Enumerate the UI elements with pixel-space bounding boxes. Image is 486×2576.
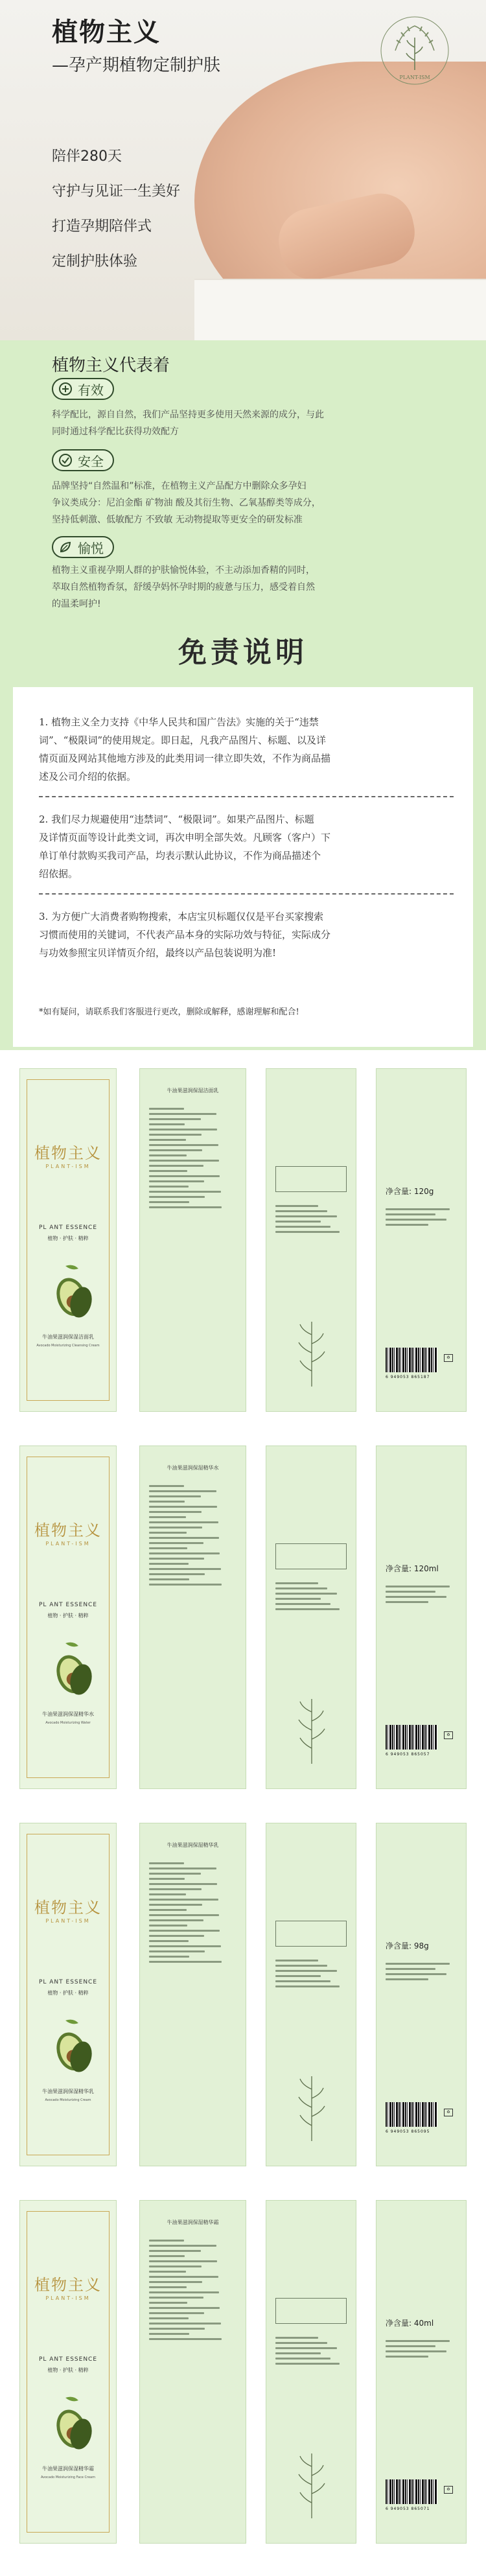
package-side-panel — [266, 1068, 356, 1412]
info-text-line — [149, 2240, 184, 2242]
company-text-block — [386, 2340, 457, 2361]
product-name-cn: 牛油果滋润保湿精华水 — [42, 1711, 94, 1717]
info-text-line — [149, 1139, 186, 1141]
disclaimer-section — [0, 616, 486, 1050]
package-front-panel — [19, 2200, 117, 2544]
info-text-line — [275, 1598, 321, 1600]
product-name-en: Avocado Moisturizing Cream — [45, 2098, 91, 2102]
info-text-line — [149, 2271, 186, 2273]
info-text-line — [275, 1231, 340, 1233]
info-text-line — [149, 2297, 203, 2299]
description-line: 植物主义重视孕期人群的护肤愉悦体验，不主动添加香精的同时， — [52, 565, 315, 576]
info-text-line — [149, 2245, 216, 2247]
info-text-line — [149, 1868, 216, 1869]
essence-en: PL ANT ESSENCE — [38, 1602, 98, 1608]
info-text-line — [149, 1160, 219, 1162]
hero-subtitle: —孕产期植物定制护肤 — [52, 56, 221, 75]
info-text-line — [149, 2260, 217, 2262]
info-text-line — [275, 2363, 340, 2365]
description-line: 争议类成分：尼泊金酯 矿物油 酸及其衍生物、乙氧基醇类等成分， — [52, 498, 321, 508]
info-text-line — [149, 1578, 189, 1580]
info-text-line — [275, 1608, 340, 1610]
info-text-line — [149, 1521, 218, 1523]
info-text-line — [275, 2358, 330, 2359]
net-content: 净含量: 98g — [386, 1941, 429, 1950]
package-info-panel — [139, 1068, 246, 1412]
usage-text-block — [275, 1960, 347, 1991]
info-text-line — [275, 1221, 321, 1223]
company-text-block — [386, 1963, 457, 1984]
info-text-line — [149, 1149, 202, 1151]
package-front-panel — [19, 1068, 117, 1412]
info-text-line — [149, 1201, 189, 1203]
disclaimer-line: 与功效参照宝贝详情页介绍，最终以产品包装说明为准! — [39, 947, 277, 959]
disclaimer-line: 2. 我们尽力规避使用“违禁词”、“极限词”。如果产品图片、标题 — [39, 814, 314, 825]
disclaimer-line: 及详情页面等设计此类文词，再次申明全部失效。凡顾客（客户）下 — [39, 832, 331, 843]
info-text-line — [149, 1532, 187, 1534]
net-content: 净含量: 120ml — [386, 1564, 439, 1573]
hero-slogan-line: 陪伴280天 — [52, 148, 122, 165]
hero-slogan-line: 守护与见证一生美好 — [52, 183, 181, 200]
recycle-icon: ♻ — [444, 1354, 453, 1362]
info-text-line — [275, 2337, 318, 2339]
brand-name-cn: 植物主义 — [34, 2276, 102, 2294]
value-description — [52, 478, 441, 528]
info-text-line — [149, 1568, 221, 1570]
description-line: 同时通过科学配比获得功效配方 — [52, 427, 179, 437]
recycle-icon: ♻ — [444, 2486, 453, 2494]
package-info-panel — [139, 1823, 246, 2166]
info-text-line — [149, 1883, 217, 1885]
info-text-line — [149, 1935, 204, 1937]
plant-line-art — [292, 2447, 331, 2518]
info-text-line — [149, 1873, 201, 1875]
packaging-row — [0, 1433, 486, 1796]
avocado-illustration — [40, 2395, 98, 2456]
usage-text-block — [275, 1205, 347, 1236]
brand-values-section — [0, 340, 486, 616]
info-text-line — [149, 1108, 184, 1110]
panel-product-name: 牛油果滋润保湿精华乳 — [167, 1842, 219, 1848]
white-garment — [194, 279, 486, 340]
plus-circle-icon — [58, 382, 73, 396]
info-text-line — [149, 1899, 218, 1901]
brand-name-cn: 植物主义 — [34, 1899, 102, 1917]
info-text-line — [149, 1919, 203, 1921]
info-text-line — [149, 1547, 187, 1549]
product-name-en: Avocado Moisturizing Face Cream — [40, 2476, 95, 2479]
hero-banner — [0, 0, 486, 340]
info-text-line — [275, 1960, 318, 1961]
info-text-line — [149, 1573, 205, 1575]
disclaimer-line: 单订单付款购买我司产品，均表示默认此协议，不作为商品描述个 — [39, 850, 321, 861]
info-text-line — [149, 1537, 219, 1539]
disclaimer-item — [39, 713, 454, 786]
info-text-line — [149, 1516, 186, 1518]
description-line: 萃取自然植物香氛，舒缓孕妈怀孕时期的疲惫与压力，感受着自然 — [52, 582, 315, 592]
info-text-line — [275, 2347, 337, 2349]
product-name-cn: 牛油果滋润保湿精华乳 — [42, 2089, 94, 2094]
info-table — [275, 2298, 347, 2324]
barcode-number: 6 949053 865071 — [386, 2507, 430, 2511]
barcode-number: 6 949053 865057 — [386, 1752, 430, 1757]
info-text-line — [149, 1563, 189, 1565]
info-text-line — [149, 1129, 217, 1130]
disclaimer-card — [13, 687, 473, 1047]
info-text-line — [149, 2312, 204, 2314]
info-table — [275, 1166, 347, 1192]
company-text-block — [386, 1208, 457, 1229]
info-text-line — [275, 1215, 337, 1217]
info-text-line — [149, 2302, 187, 2304]
description-line: 科学配比，源自自然，我们产品坚持更多使用天然来源的成分，与此 — [52, 410, 324, 420]
usage-text-block — [275, 1582, 347, 1613]
info-text-line — [149, 1961, 222, 1963]
info-text-line — [149, 1123, 185, 1125]
info-text-line — [149, 2323, 221, 2324]
info-text-line — [149, 1506, 217, 1508]
ingredients-text-block — [149, 1108, 237, 1212]
info-text-line — [149, 1118, 201, 1120]
info-text-line — [149, 1511, 202, 1513]
info-text-line — [149, 1165, 203, 1167]
hero-slogan-line: 打造孕期陪伴式 — [52, 218, 152, 235]
description-line: 的温柔呵护! — [52, 599, 101, 609]
info-text-line — [149, 1893, 186, 1895]
panel-product-name: 牛油果滋润保湿精华霜 — [167, 2219, 219, 2225]
package-info-panel — [139, 2200, 246, 2544]
info-text-line — [149, 1930, 220, 1932]
info-text-line — [149, 1485, 184, 1487]
product-name-cn: 牛油果滋润保湿精华霜 — [42, 2466, 94, 2472]
info-text-line — [149, 2250, 201, 2252]
barcode-image — [386, 1725, 437, 1750]
disclaimer-line: 词”、“极限词”的使用规定。即日起，凡我产品图片、标题、以及详 — [39, 734, 327, 746]
net-content: 净含量: 40ml — [386, 2319, 434, 2328]
ingredients-text-block — [149, 1485, 237, 1589]
package-barcode-panel — [376, 1823, 467, 2166]
info-text-line — [149, 1186, 189, 1188]
product-name-en: Avocado Moisturizing Cleansing Cream — [36, 1344, 100, 1348]
brand-name-en: PLANT-ISM — [45, 2295, 91, 2301]
disclaimer-line: 3. 为方便广大消费者购物搜索，本店宝贝标题仅仅是平台买家搜索 — [39, 911, 324, 922]
recycle-icon: ♻ — [444, 1731, 453, 1739]
description-line: 品牌坚持“自然温和”标准，在植物主义产品配方中删除众多孕妇 — [52, 481, 307, 491]
info-text-line — [149, 1925, 187, 1926]
panel-product-name: 牛油果滋润保湿洁面乳 — [167, 1088, 219, 1094]
package-side-panel — [266, 2200, 356, 2544]
brand-name-cn: 植物主义 — [34, 1521, 102, 1540]
section-title: 植物主义代表着 — [52, 356, 170, 375]
disclaimer-line: 情页面及网站其他地方涉及的此类用词一律立即失效，不作为商品描 — [39, 753, 331, 764]
disclaimer-title: 免责说明 — [178, 636, 308, 669]
value-tag-label: 愉悦 — [78, 540, 104, 556]
info-text-line — [149, 1956, 189, 1958]
disclaimer-line: 1. 植物主义全力支持《中华人民共和国广告法》实施的关于“违禁 — [39, 716, 319, 728]
info-text-line — [149, 1558, 204, 1560]
disclaimer-line: 习惯而使用的关键词，不代表产品本身的实际功效与特征，实际成分 — [39, 929, 331, 941]
info-text-line — [149, 1527, 202, 1528]
essence-cn: 植物 · 护肤 · 精粹 — [47, 1990, 89, 1996]
info-text-line — [149, 2255, 185, 2257]
dashed-divider — [39, 796, 454, 797]
barcode-image — [386, 2102, 437, 2127]
info-text-line — [149, 1154, 187, 1156]
value-tag-pleasant — [52, 536, 114, 558]
package-barcode-panel — [376, 1446, 467, 1789]
description-line: 坚持低刺激、低敏配方 不致敏 无动物提取等更安全的研发标准 — [52, 515, 303, 525]
info-text-line — [149, 2328, 205, 2330]
info-text-line — [149, 2291, 219, 2293]
brand-wreath-logo — [376, 12, 454, 89]
info-text-line — [149, 1196, 205, 1198]
value-description — [52, 562, 441, 613]
usage-text-block — [275, 2337, 347, 2368]
info-text-line — [149, 2286, 187, 2288]
info-text-line — [275, 2342, 327, 2344]
ingredients-text-block — [149, 1862, 237, 1966]
info-text-line — [275, 1587, 327, 1589]
info-text-line — [149, 1191, 221, 1193]
info-text-line — [149, 1501, 185, 1503]
info-text-line — [149, 1144, 218, 1146]
package-front-panel — [19, 1446, 117, 1789]
essence-en: PL ANT ESSENCE — [38, 2356, 98, 2363]
info-text-line — [275, 1985, 340, 1987]
info-text-line — [275, 1593, 337, 1595]
hero-title: 植物主义 — [52, 18, 161, 47]
info-text-line — [149, 1180, 204, 1182]
info-text-line — [149, 1878, 185, 1880]
info-text-line — [149, 1914, 219, 1916]
brand-name-en: PLANT-ISM — [45, 1918, 91, 1924]
plant-line-art — [292, 1692, 331, 1764]
barcode-image — [386, 2479, 437, 2504]
package-barcode-panel — [376, 1068, 467, 1412]
info-text-line — [149, 2333, 189, 2335]
info-text-line — [149, 1490, 216, 1492]
company-text-block — [386, 1586, 457, 1606]
info-text-line — [275, 1582, 318, 1584]
dashed-divider — [39, 893, 454, 895]
info-text-line — [275, 1603, 330, 1605]
info-text-line — [149, 1950, 205, 1952]
net-content: 净含量: 120g — [386, 1187, 434, 1196]
info-text-line — [149, 1904, 202, 1906]
package-front-panel — [19, 1823, 117, 2166]
info-text-line — [149, 1495, 201, 1497]
info-text-line — [149, 1909, 187, 1911]
essence-cn: 植物 · 护肤 · 精粹 — [47, 2367, 89, 2373]
essence-cn: 植物 · 护肤 · 精粹 — [47, 1235, 89, 1241]
package-barcode-panel — [376, 2200, 467, 2544]
badge-text: PLANT-ISM — [399, 75, 430, 80]
info-text-line — [149, 1113, 216, 1115]
value-tag-effective — [52, 378, 114, 400]
info-text-line — [149, 2307, 220, 2309]
brand-name-cn: 植物主义 — [34, 1144, 102, 1162]
hero-slogans — [52, 139, 180, 279]
info-text-line — [275, 1210, 327, 1212]
info-text-line — [275, 1970, 337, 1972]
ingredients-text-block — [149, 2240, 237, 2343]
packaging-row — [0, 1055, 486, 1418]
value-description — [52, 406, 441, 440]
essence-en: PL ANT ESSENCE — [38, 1224, 98, 1231]
info-text-line — [149, 2317, 189, 2319]
brand-name-en: PLANT-ISM — [45, 1164, 91, 1169]
info-text-line — [149, 2266, 202, 2267]
package-side-panel — [266, 1446, 356, 1789]
info-text-line — [149, 1584, 222, 1586]
info-text-line — [149, 1170, 187, 1172]
check-circle-icon — [58, 453, 73, 467]
info-text-line — [149, 1862, 184, 1864]
info-text-line — [149, 2338, 222, 2340]
info-text-line — [149, 1945, 221, 1947]
brand-name-en: PLANT-ISM — [45, 1541, 91, 1547]
value-tag-label: 安全 — [78, 453, 104, 469]
package-side-panel — [266, 1823, 356, 2166]
info-text-line — [149, 1175, 220, 1177]
disclaimer-line: 绍依据。 — [39, 868, 78, 880]
plant-line-art — [292, 1315, 331, 1387]
info-text-line — [149, 2276, 218, 2278]
plant-line-art — [292, 2070, 331, 2141]
info-text-line — [149, 1206, 222, 1208]
product-name-en: Avocado Moisturizing Water — [45, 1721, 91, 1725]
leaf-icon — [58, 540, 73, 554]
info-text-line — [149, 2281, 202, 2283]
disclaimer-footnote: *如有疑问，请联系我们客服进行更改，删除或解释，感谢理解和配合! — [39, 1007, 299, 1017]
package-info-panel — [139, 1446, 246, 1789]
packaging-dielines-section — [0, 1050, 486, 2576]
info-text-line — [149, 1552, 220, 1554]
info-text-line — [149, 1134, 202, 1136]
value-tag-safe — [52, 449, 114, 471]
avocado-illustration — [40, 2018, 98, 2079]
info-text-line — [149, 1940, 189, 1942]
info-text-line — [149, 1888, 202, 1890]
info-text-line — [275, 1965, 327, 1967]
info-text-line — [275, 1980, 330, 1982]
info-table — [275, 1921, 347, 1947]
info-table — [275, 1543, 347, 1569]
recycle-icon: ♻ — [444, 2109, 453, 2116]
info-text-line — [275, 1205, 318, 1207]
disclaimer-item — [39, 810, 454, 883]
avocado-illustration — [40, 1263, 98, 1324]
packaging-row — [0, 1810, 486, 2173]
barcode-image — [386, 1348, 437, 1372]
barcode-number: 6 949053 865187 — [386, 1375, 430, 1379]
disclaimer-item — [39, 907, 454, 962]
hero-slogan-line: 定制护肤体验 — [52, 253, 138, 270]
info-text-line — [275, 1975, 321, 1977]
info-text-line — [275, 2352, 321, 2354]
product-name-cn: 牛油果滋润保湿洁面乳 — [42, 1334, 94, 1340]
disclaimer-line: 述及公司介绍的依据。 — [39, 771, 137, 782]
panel-product-name: 牛油果滋润保湿精华水 — [167, 1465, 219, 1471]
barcode-number: 6 949053 865095 — [386, 2129, 430, 2134]
packaging-row — [0, 2187, 486, 2550]
essence-en: PL ANT ESSENCE — [38, 1979, 98, 1985]
value-tag-label: 有效 — [78, 382, 104, 398]
info-text-line — [275, 1226, 330, 1228]
avocado-illustration — [40, 1641, 98, 1702]
essence-cn: 植物 · 护肤 · 精粹 — [47, 1613, 89, 1619]
info-text-line — [149, 1542, 203, 1544]
